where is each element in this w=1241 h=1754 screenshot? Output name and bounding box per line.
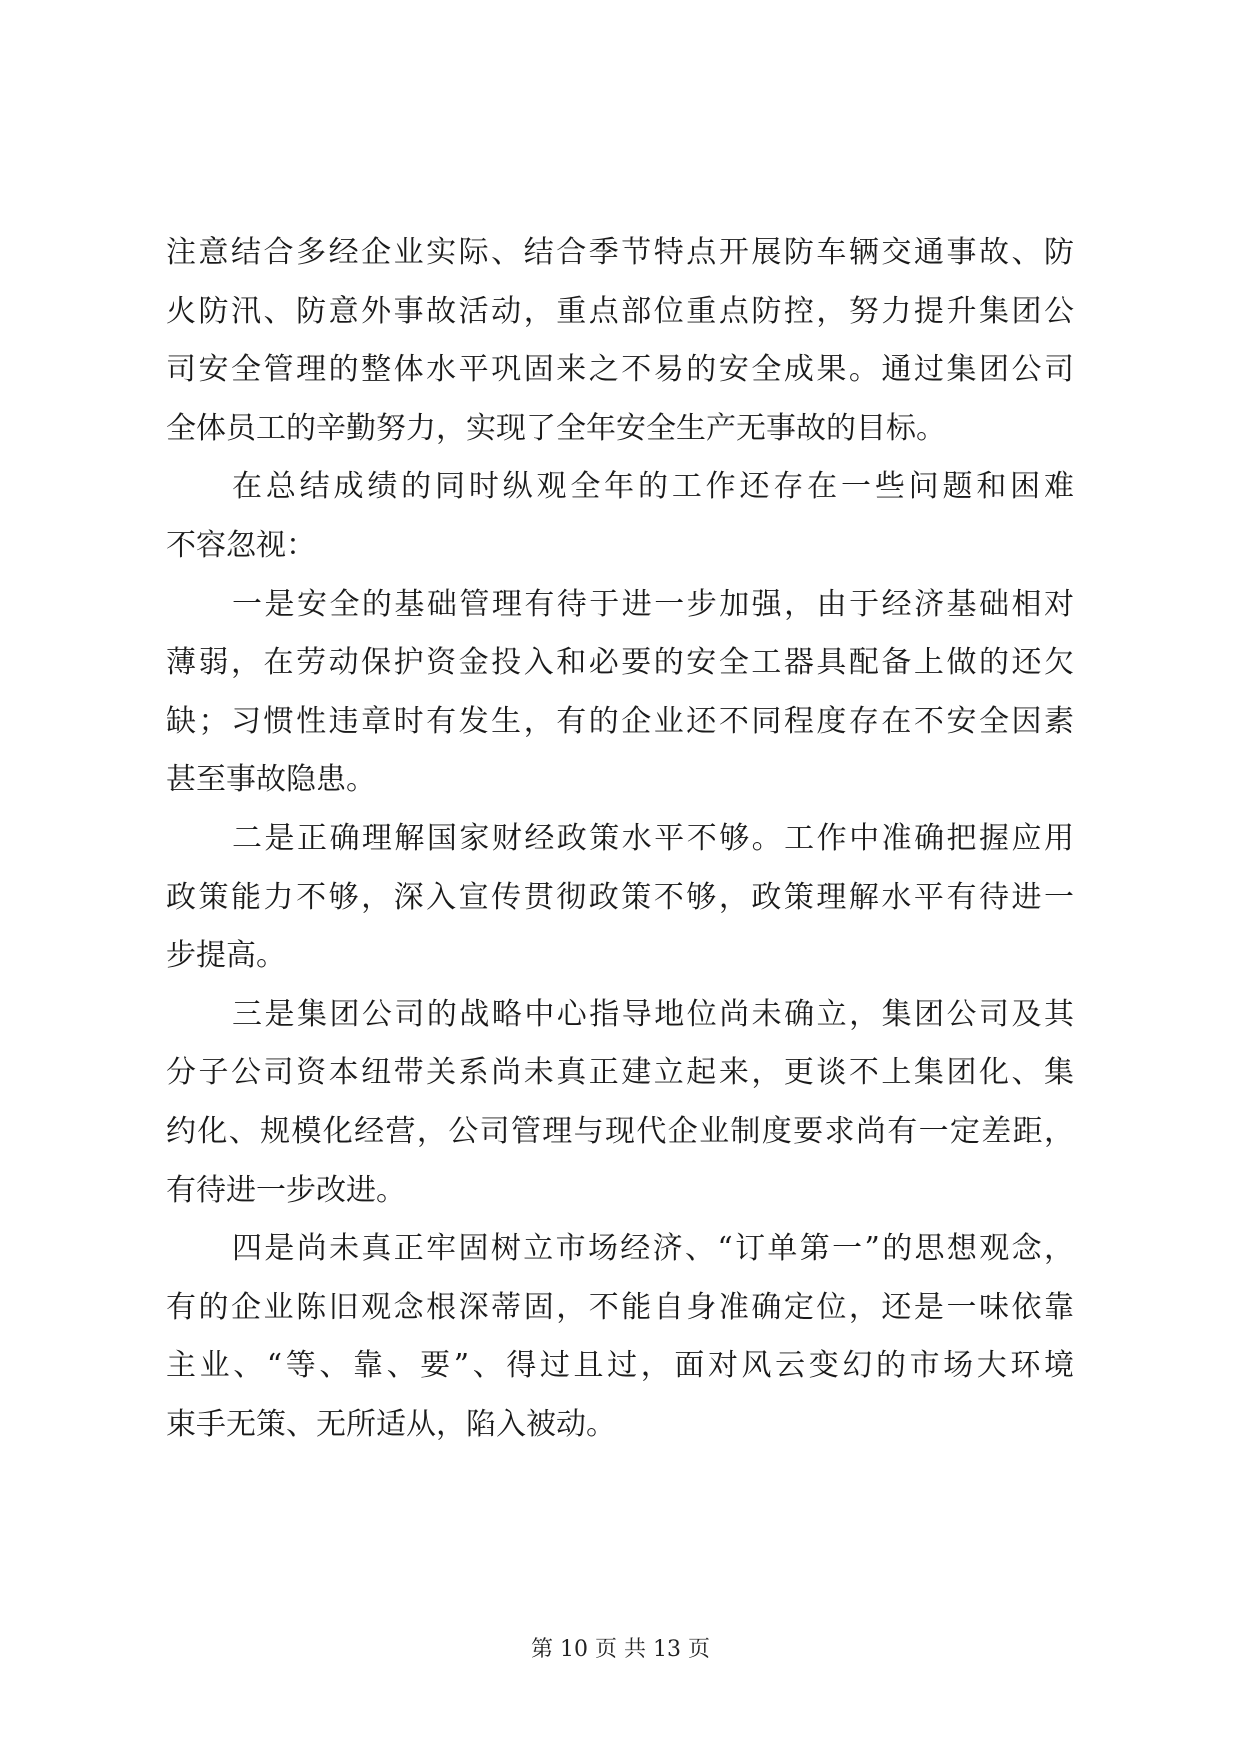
paragraph: [166, 986, 1074, 1220]
text-line: 司安全管理的整体水平巩固来之不易的安全成果。通过集团公司: [166, 352, 1074, 388]
text-line: 二是正确理解国家财经政策水平不够。工作中准确把握应用: [232, 820, 1074, 856]
paragraph: [166, 576, 1074, 810]
text-line: 束手无策、无所适从，陷入被动。: [166, 1406, 616, 1442]
text-line: 火防汛、防意外事故活动，重点部位重点防控，努力提升集团公: [166, 293, 1074, 329]
paragraph: [166, 458, 1074, 575]
text-line: 四是尚未真正牢固树立市场经济、“订单第一”的思想观念，: [232, 1231, 1074, 1267]
text-line: 在总结成绩的同时纵观全年的工作还存在一些问题和困难: [232, 469, 1074, 505]
text-line: 缺；习惯性违章时有发生，有的企业还不同程度存在不安全因素: [166, 703, 1074, 739]
text-line: 步提高。: [166, 938, 286, 974]
text-line: 薄弱，在劳动保护资金投入和必要的安全工器具配备上做的还欠: [166, 645, 1074, 681]
paragraph: [166, 1220, 1074, 1454]
text-line: 不容忽视：: [166, 527, 316, 563]
text-line: 注意结合多经企业实际、结合季节特点开展防车辆交通事故、防: [166, 235, 1074, 270]
text-line: 分子公司资本纽带关系尚未真正建立起来，更谈不上集团化、集: [166, 1055, 1074, 1091]
page-number-footer: 第 10 页 共 13 页: [531, 1637, 710, 1662]
text-line: 有待进一步改进。: [166, 1172, 406, 1208]
paragraph: [166, 810, 1074, 986]
text-line: 约化、规模化经营，公司管理与现代企业制度要求尚有一定差距，: [166, 1113, 1074, 1149]
document-body: [166, 224, 1074, 1454]
paragraph: [166, 224, 1074, 458]
text-line: 甚至事故隐患。: [166, 762, 376, 798]
text-line: 政策能力不够，深入宣传贯彻政策不够，政策理解水平有待进一: [166, 879, 1074, 915]
text-line: 主业、“等、靠、要”、得过且过，面对风云变幻的市场大环境: [166, 1348, 1074, 1384]
text-line: 三是集团公司的战略中心指导地位尚未确立，集团公司及其: [232, 996, 1074, 1032]
text-line: 有的企业陈旧观念根深蒂固，不能自身准确定位，还是一味依靠: [166, 1289, 1074, 1325]
text-line: 一是安全的基础管理有待于进一步加强，由于经济基础相对: [232, 586, 1074, 622]
text-line: 全体员工的辛勤努力，实现了全年安全生产无事故的目标。: [166, 410, 946, 446]
